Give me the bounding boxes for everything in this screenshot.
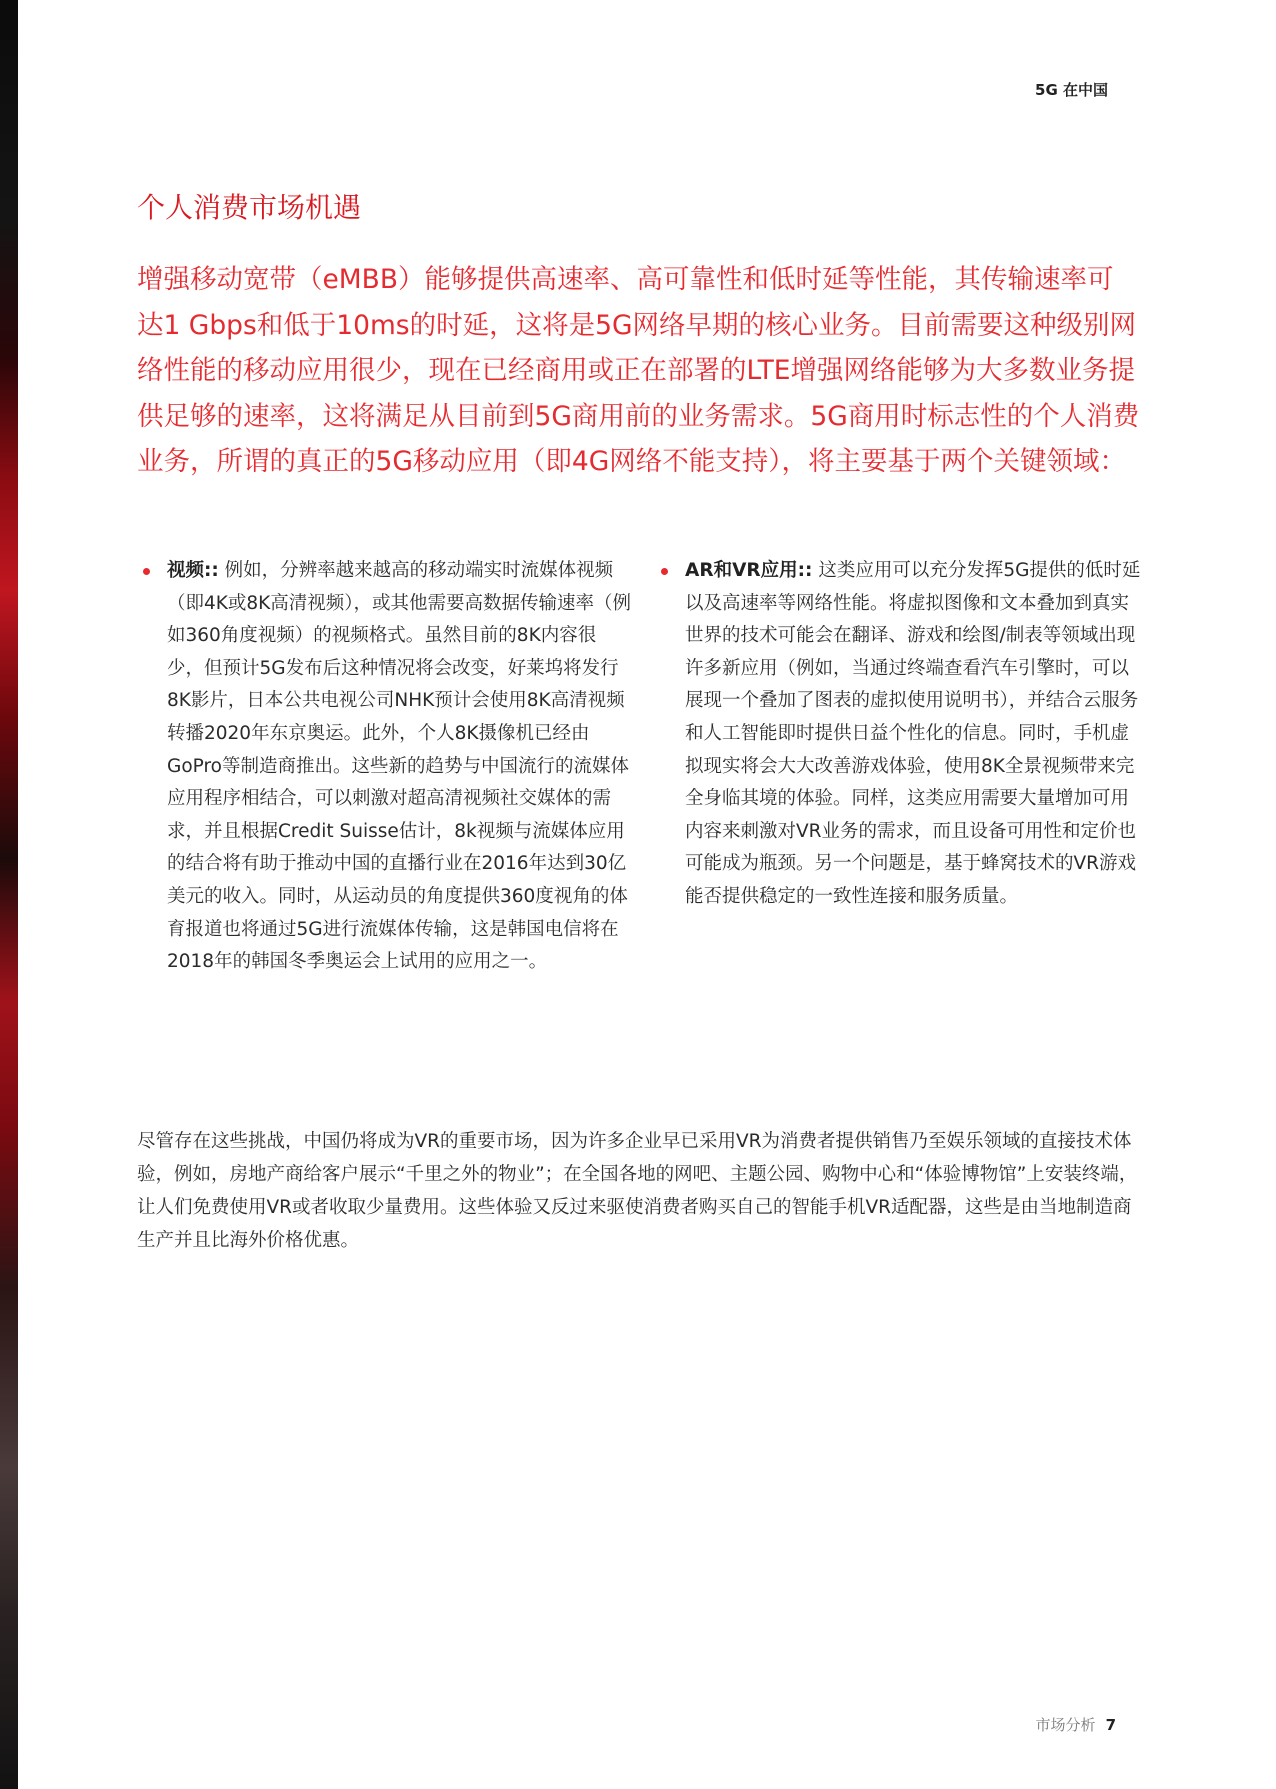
bullet-column-right [661,555,1141,914]
footer-section-name: 市场分析 [1035,1716,1096,1734]
closing-paragraph: 尽管存在这些挑战，中国仍将成为VR的重要市场，因为许多企业早已采用VR为消费者提供销售乃至娱乐领域的直接技术体验，例如，房地产商给客户展示“千里之外的物业”；在全国各地的网吧、主题公园、购物中心和“体验博物馆”上安装终端，让人们免费使用VR或者收取少量费用。这些体验又反过来驱使消费者购买自己的智能手机VR适配器，这些是由当地制造商生产并且比海外价格优惠。 [137,1131,1138,1251]
page-number: 7 [1105,1716,1116,1734]
bullet-column-left [143,555,633,979]
cover-image-edge-strip [0,0,18,1789]
bullet-item-ar-vr [661,555,1141,914]
bullet-dot-icon [661,568,668,575]
bullet-item-video [143,555,633,979]
bullet-text: 这类应用可以充分发挥5G提供的低时延以及高速率等网络性能。将虚拟图像和文本叠加到真实世界的技术可能会在翻译、游戏和绘图/制表等领域出现许多新应用（例如，当通过终端查看汽车引擎时，可以展现一个叠加了图表的虚拟使用说明书），并结合云服务和人工智能即时提供日益个性化的信息。同时，手机虚拟现实将会大大改善游戏体验，使用8K全景视频带来完全身临其境的体验。同样，这类应用需要大量增加可用内容来刺激对VR业务的需求，而且设备可用性和定价也可能成为瓶颈。另一个问题是，基于蜂窝技术的VR游戏能否提供稳定的一致性连接和服务质量。 [685,560,1141,907]
bullet-dot-icon [143,568,150,575]
running-header-title: 5G 在中国 [1035,81,1108,99]
lead-paragraph: 增强移动宽带（eMBB）能够提供高速率、高可靠性和低时延等性能，其传输速率可达1 Gbps和低于10ms的时延，这将是5G网络早期的核心业务。目前需要这种级别网络性能的移动应用很少，现在已经商用或正在部署的LTE增强网络能够为大多数业务提供足够的速率，这将满足从目前到5G商用前的业务需求。5G商用时标志性的个人消费业务，所谓的真正的5G移动应用（即4G网络不能支持），将主要基于两个关键领域： [137,264,1140,477]
bullet-term: AR和VR应用:: [685,560,813,581]
section-heading: 个人消费市场机遇 [137,191,362,224]
bullet-term: 视频:: [167,560,219,581]
page-footer [1036,1714,1116,1735]
bullet-text: 例如，分辨率越来越高的移动端实时流媒体视频（即4K或8K高清视频），或其他需要高数据传输速率（例如360角度视频）的视频格式。虽然目前的8K内容很少，但预计5G发布后这种情况将会改变，好莱坞将发行8K影片，日本公共电视公司NHK预计会使用8K高清视频转播2020年东京奥运。此外，个人8K摄像机已经由GoPro等制造商推出。这些新的趋势与中国流行的流媒体应用程序相结合，可以刺激对超高清视频社交媒体的需求，并且根据Credit Suisse估计，8k视频与流媒体应用的结合将有助于推动中国的直播行业在2016年达到30亿美元的收入。同时，从运动员的角度提供360度视角的体育报道也将通过5G进行流媒体传输，这是韩国电信将在2018年的韩国冬季奥运会上试用的应用之一。 [167,560,632,973]
